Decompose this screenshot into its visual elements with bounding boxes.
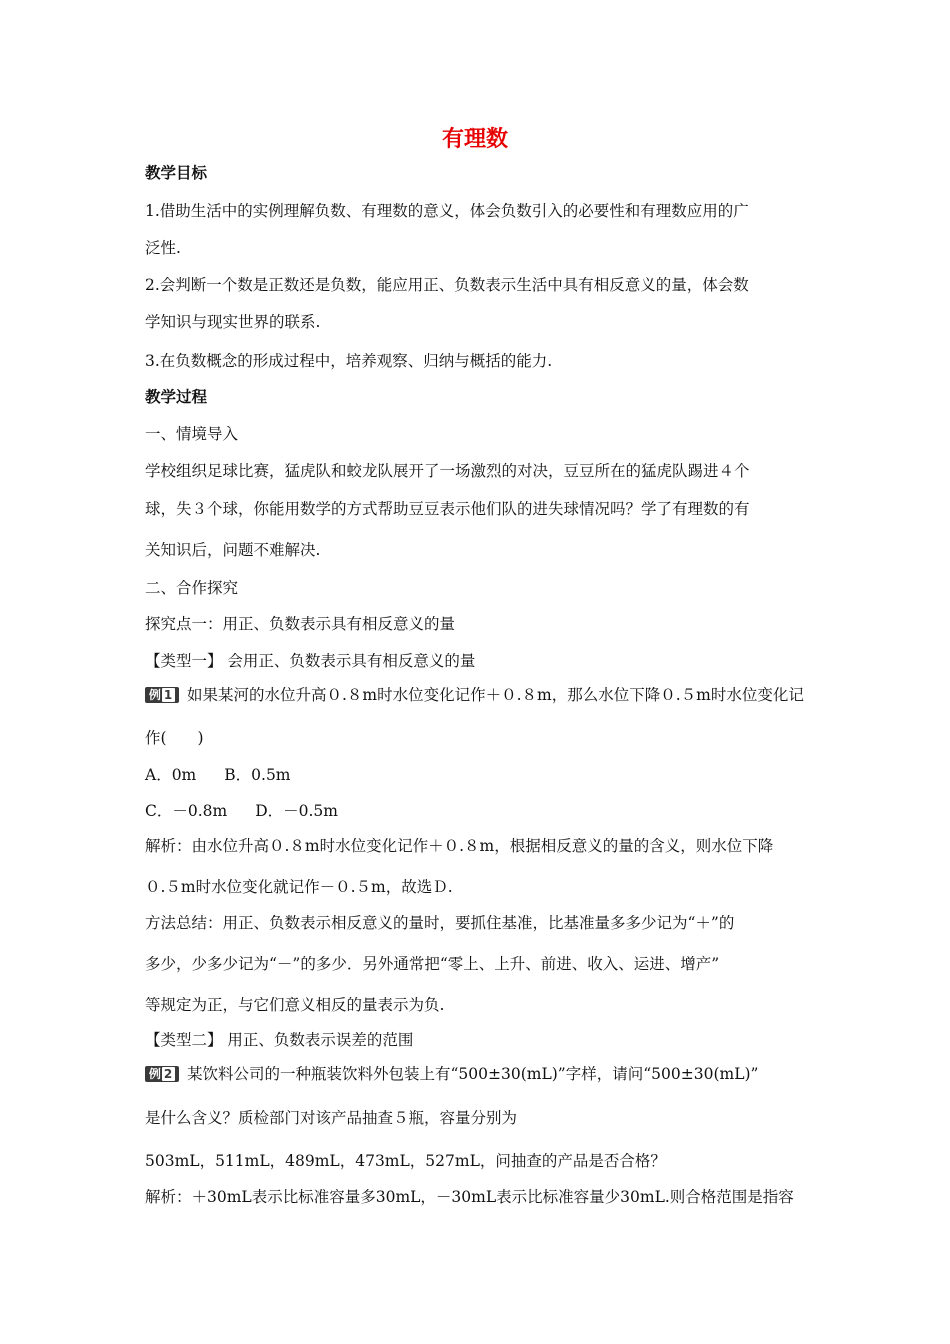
example-badge-number: 1 (163, 688, 174, 702)
goal-3: 3.在负数概念的形成过程中，培养观察、归纳与概括的能力. (145, 352, 553, 370)
example-2-badge (145, 1066, 179, 1082)
type-1-heading: 【类型一】 会用正、负数表示具有相反意义的量 (145, 652, 476, 670)
intro-line-2: 球，失３个球，你能用数学的方式帮助豆豆表示他们队的进失球情况吗？学了有理数的有 (145, 500, 750, 518)
example-badge-prefix: 例 (148, 688, 162, 702)
goal-1-line-2: 泛性. (145, 239, 181, 257)
example-2-text: 某饮料公司的一种瓶装饮料外包装上有“500±30(mL)”字样，请问“500±30(mL)” (187, 1065, 759, 1083)
method-summary-line-2: 多少，少多少记为“－”的多少．另外通常把“零上、上升、前进、收入、运进、增产” (145, 955, 720, 973)
option-b: B．0.5m (224, 766, 291, 784)
analysis-2-line-1: 解析：＋30mL表示比标准容量多30mL，－30mL表示比标准容量少30mL.则合格范围是指容 (145, 1188, 794, 1206)
method-summary-line-3: 等规定为正，与它们意义相反的量表示为负. (145, 996, 445, 1014)
method-summary-line-1: 方法总结：用正、负数表示相反意义的量时，要抓住基准，比基准量多多少记为“＋”的 (145, 914, 735, 932)
goal-2-line-2: 学知识与现实世界的联系. (145, 313, 321, 331)
intro-line-1: 学校组织足球比赛，猛虎队和蛟龙队展开了一场激烈的对决，豆豆所在的猛虎队踢进４个 (145, 462, 750, 480)
options-row-1 (145, 764, 810, 786)
heading-teaching-process: 教学过程 (145, 388, 208, 406)
example-1-text: 如果某河的水位升高０.８m时水位变化记作＋０.８m，那么水位下降０.５m时水位变化记 (187, 686, 804, 704)
goal-2-line-1: 2.会判断一个数是正数还是负数，能应用正、负数表示生活中具有相反意义的量，体会数 (145, 276, 749, 294)
section-1-heading: 一、情境导入 (145, 425, 239, 443)
type-2-heading: 【类型二】 用正、负数表示误差的范围 (145, 1031, 414, 1049)
example-badge-number: 2 (163, 1067, 174, 1081)
option-d: D．－0.5m (255, 802, 338, 820)
option-c: C．－0.8m (145, 802, 228, 820)
example-2-line-2: 是什么含义？质检部门对该产品抽查５瓶，容量分别为 (145, 1109, 518, 1127)
example-badge-prefix: 例 (148, 1067, 162, 1081)
analysis-1-line-2: ０.５m时水位变化就记作－０.５m，故选Ｄ. (145, 878, 453, 896)
goal-1-line-1: 1.借助生活中的实例理解负数、有理数的意义，体会负数引入的必要性和有理数应用的广 (145, 202, 749, 220)
example-1-line-2: 作( ) (145, 729, 204, 747)
analysis-1-line-1: 解析：由水位升高０.８m时水位变化记作＋０.８m，根据相反意义的量的含义，则水位下降 (145, 837, 774, 855)
intro-line-3: 关知识后，问题不难解决. (145, 541, 321, 559)
example-2-line-1 (145, 1063, 810, 1085)
example-1-badge (145, 687, 179, 703)
heading-teaching-goals: 教学目标 (145, 164, 208, 182)
explore-point-1: 探究点一：用正、负数表示具有相反意义的量 (145, 615, 456, 633)
example-2-line-3: 503mL，511mL，489mL，473mL，527mL，问抽查的产品是否合格？ (145, 1152, 666, 1170)
option-a: A．0m (145, 766, 197, 784)
section-2-heading: 二、合作探究 (145, 579, 239, 597)
options-row-2 (145, 800, 810, 822)
document-title: 有理数 (441, 127, 508, 152)
example-1-line-1 (145, 684, 810, 706)
